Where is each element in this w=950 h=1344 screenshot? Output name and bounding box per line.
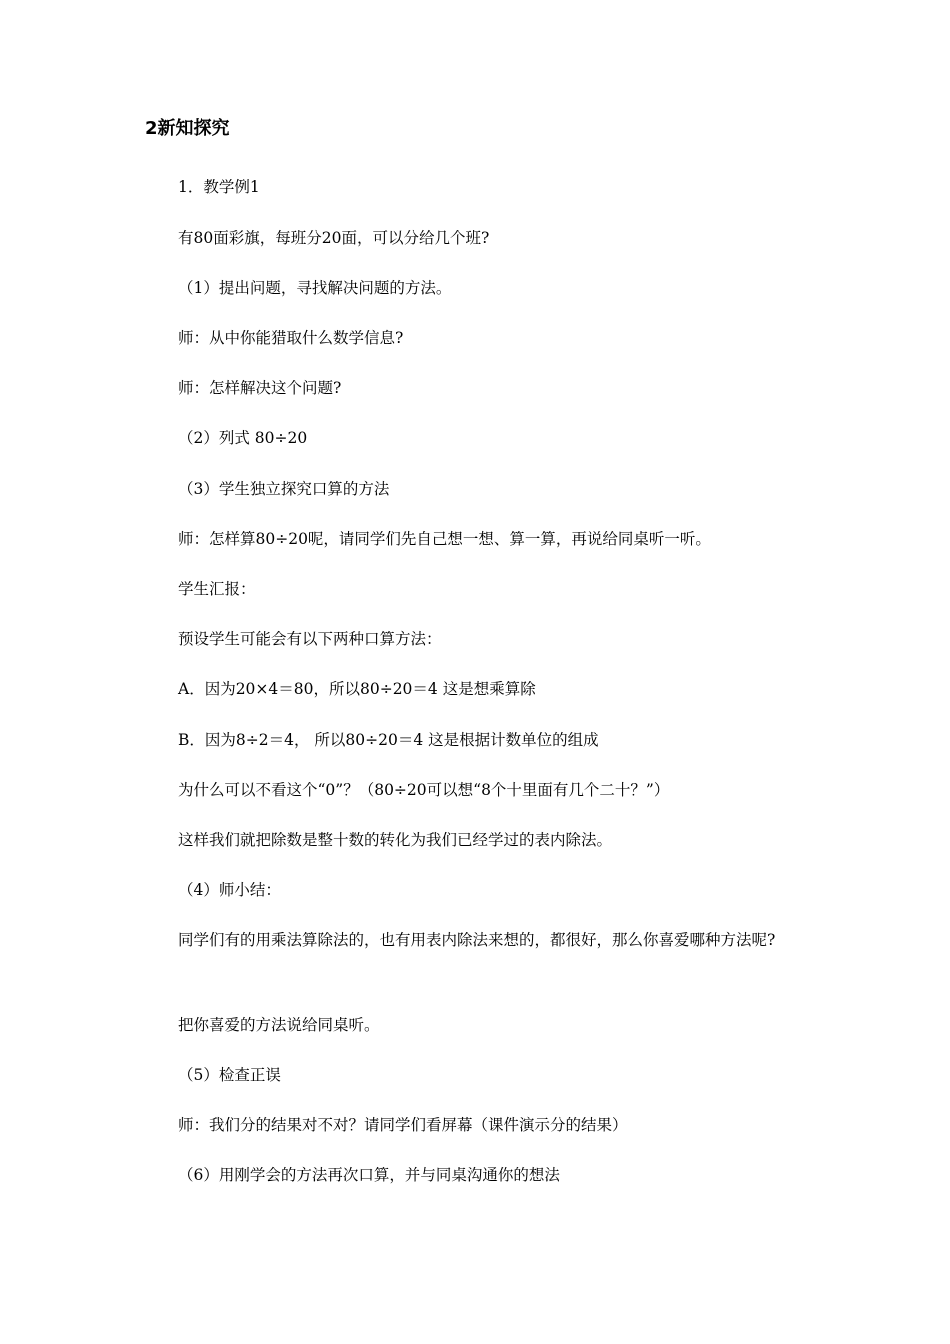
section-heading: 2新知探究 [145,118,230,139]
paragraph-step-4: （4）师小结： [178,881,281,899]
paragraph-teacher-question-2: 师：怎样解决这个问题? [178,379,342,397]
paragraph-step-6: （6）用刚学会的方法再次口算，并与同桌沟通你的想法 [178,1166,560,1184]
paragraph-step-2: （2）列式 80÷20 [178,429,308,447]
paragraph-example-title: 1．教学例1 [178,178,260,196]
paragraph-teacher-question-1: 师：从中你能猎取什么数学信息? [178,329,404,347]
paragraph-share: 把你喜爱的方法说给同桌听。 [178,1016,380,1034]
paragraph-method-b: B．因为8÷2＝4， 所以80÷20＝4 这是根据计数单位的组成 [178,731,599,749]
paragraph-step-3: （3）学生独立探究口算的方法 [178,480,390,498]
paragraph-check-result: 师：我们分的结果对不对？请同学们看屏幕（课件演示分的结果） [178,1116,628,1134]
paragraph-teacher-prompt: 师：怎样算80÷20呢，请同学们先自己想一想、算一算，再说给同桌听一听。 [178,530,711,548]
paragraph-problem: 有80面彩旗，每班分20面，可以分给几个班? [178,229,490,247]
paragraph-student-report: 学生汇报： [178,580,256,598]
paragraph-why-zero: 为什么可以不看这个“0”？（80÷20可以想“8个十里面有几个二十？”） [178,781,670,799]
paragraph-method-a: A．因为20×4＝80，所以80÷20＝4 这是想乘算除 [178,680,536,698]
paragraph-conversion: 这样我们就把除数是整十数的转化为我们已经学过的表内除法。 [178,831,613,849]
paragraph-step-1: （1）提出问题，寻找解决问题的方法。 [178,279,452,297]
paragraph-step-5: （5）检查正误 [178,1066,281,1084]
paragraph-summary: 同学们有的用乘法算除法的，也有用表内除法来想的，都很好，那么你喜爱哪种方法呢? [178,931,776,949]
paragraph-preset-methods: 预设学生可能会有以下两种口算方法： [178,630,442,648]
